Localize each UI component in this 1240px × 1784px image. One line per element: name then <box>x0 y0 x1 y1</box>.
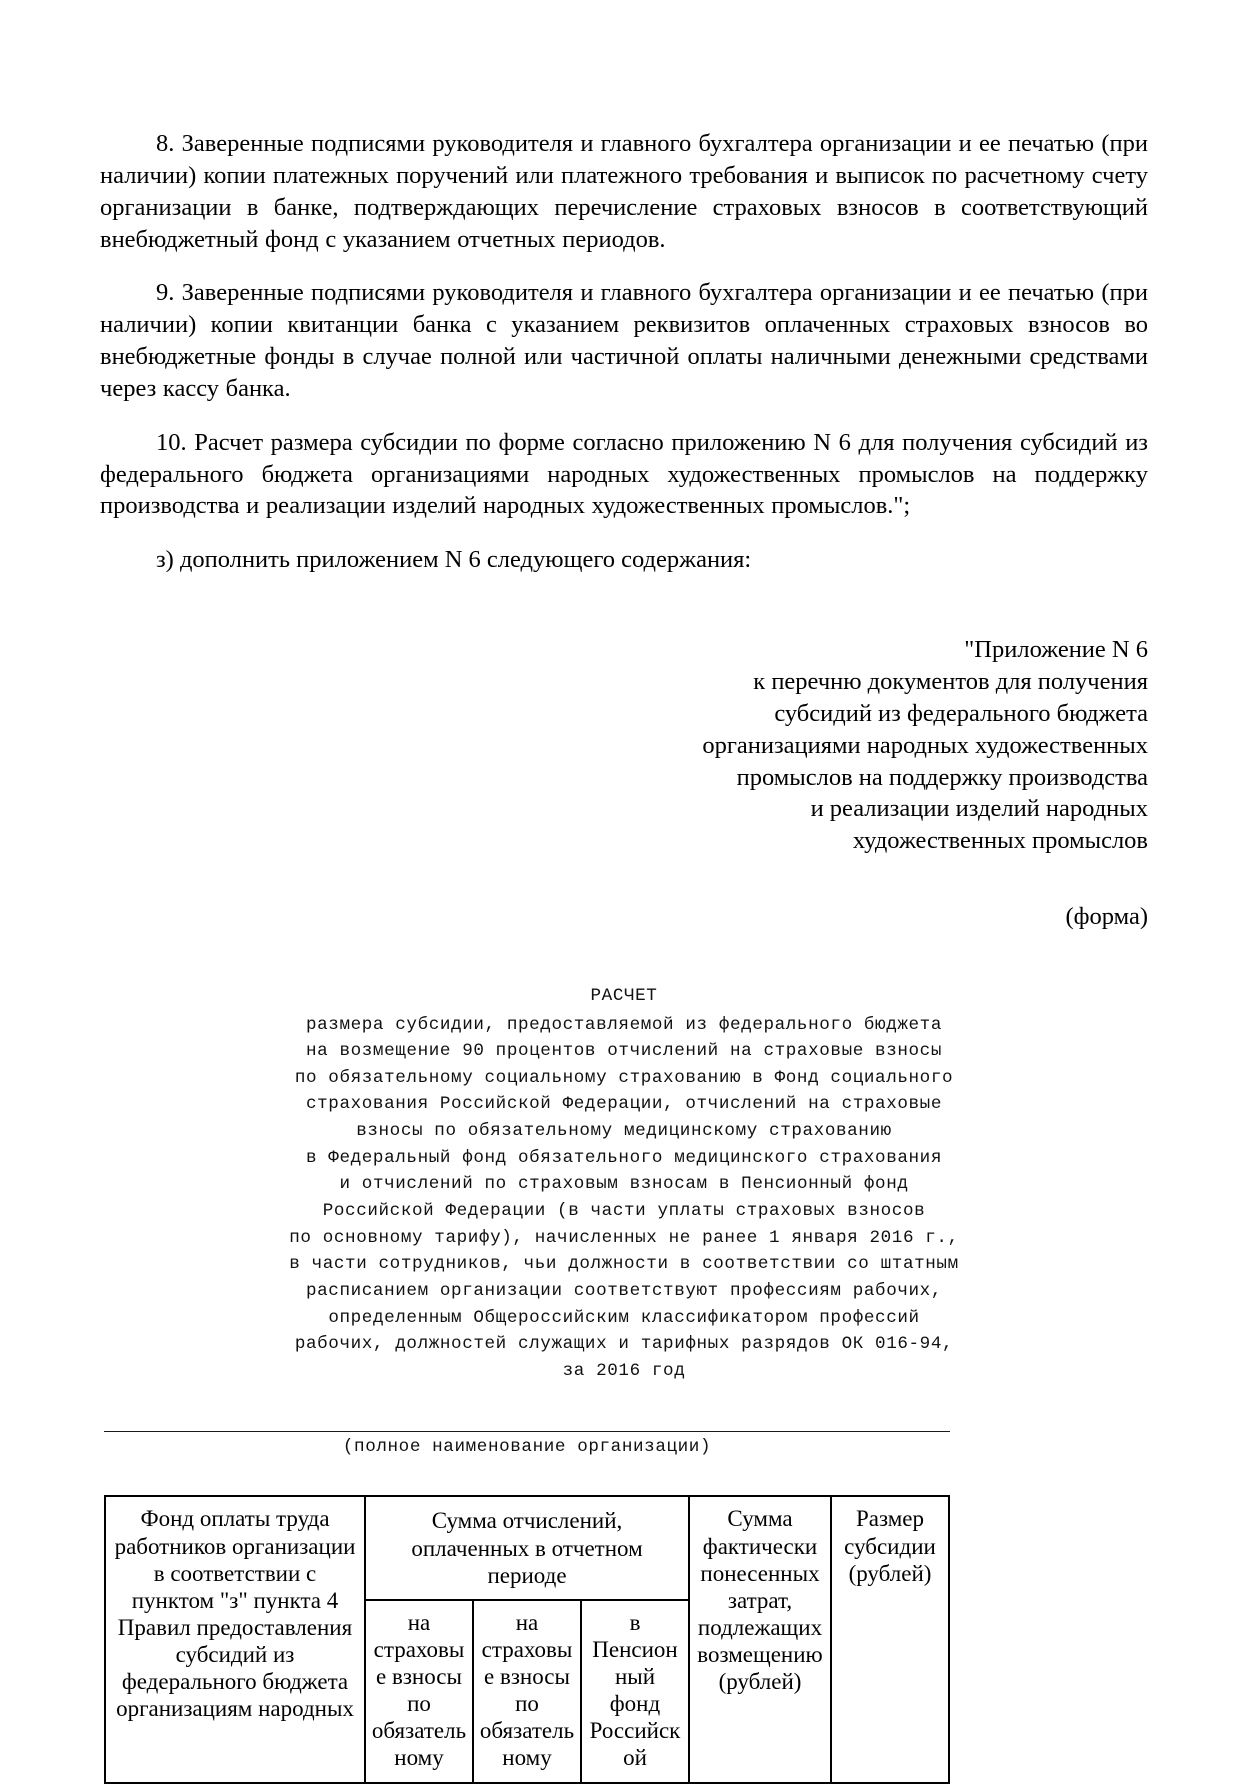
document-content <box>100 128 1148 1784</box>
calculation-line-1: размера субсидии, предоставляемой из федерального бюджета <box>305 1014 942 1035</box>
calculation-line-14: за 2016 год <box>562 1360 686 1381</box>
table-header-deductions-group: Сумма отчислений, оплаченных в отчетном периоде <box>365 1496 689 1599</box>
appendix-line-5: промыслов на поддержку производства <box>736 763 1148 791</box>
paragraph-item-z: з) дополнить приложением N 6 следующего содержания: <box>156 546 752 574</box>
appendix-line-1: "Приложение N 6 <box>964 636 1148 664</box>
calculation-line-4: страхования Российской Федерации, отчислений на страховые <box>305 1094 942 1115</box>
calculation-line-5: взносы по обязательному медицинскому страхованию <box>356 1121 892 1142</box>
calculation-line-6: в Федеральный фонд обязательного медицинского страхования <box>305 1147 942 1168</box>
table-header-actual-costs: Сумма фактически понесенных затрат, подлежащих возмещению (рублей) <box>689 1496 831 1782</box>
appendix-line-6: и реализации изделий народных <box>810 795 1148 823</box>
form-note: (форма) <box>1065 903 1148 931</box>
table-header-subsidy-amount: Размер субсидии (рублей) <box>831 1496 949 1782</box>
table-header-social-insurance: на страховые взносы по обязательному <box>365 1600 473 1783</box>
calculation-title-block <box>100 983 1148 1385</box>
appendix-line-2: к перечню документов для получения <box>753 667 1148 695</box>
appendix-line-3: субсидий из федерального бюджета <box>774 699 1148 727</box>
paragraph-item-8: 8. Заверенные подписями руководителя и главного бухгалтера организации и ее печатью (при наличии) копии платежных поручений или платежного требования и выписок по расчетному счету организации в банке, подтверждающих перечисление страховых взносов в соответствующий внебюджетный фонд с указанием отчетных периодов. <box>100 130 1148 253</box>
calculation-line-8: Российской Федерации (в части уплаты страховых взносов <box>322 1201 926 1221</box>
calculation-line-3: по обязательному социальному страхованию в Фонд социального <box>294 1067 954 1088</box>
calculation-line-13: рабочих, должностей служащих и тарифных разрядов ОК 016-94, <box>294 1334 954 1355</box>
table-header-medical-insurance: на страховые взносы по обязательному <box>473 1600 581 1783</box>
calculation-line-11: расписанием организации соответствуют профессиям рабочих, <box>305 1280 942 1301</box>
subsidy-calculation-table <box>104 1495 950 1783</box>
appendix-line-4: организациями народных художественных <box>702 731 1148 759</box>
organization-name-underline[interactable] <box>104 1430 950 1432</box>
paragraph-item-10: 10. Расчет размера субсидии по форме согласно приложению N 6 для получения субсидий из федерального бюджета организациями народных художественных промыслов на поддержку производства и реализации изделий народных художественных промыслов."; <box>100 428 1148 520</box>
table-header-payroll-fund: Фонд оплаты труда работников организации в соответствии с пунктом "з" пункта 4 Правил предоставления субсидий из федерального бюджета организациям народных <box>105 1496 365 1782</box>
calculation-line-10: в части сотрудников, чьи должности в соответствии со штатным <box>289 1254 959 1275</box>
table-header-pension-fund: в Пенсионный фонд Российской <box>581 1600 689 1783</box>
calculation-line-7: и отчислений по страховым взносам в Пенсионный фонд <box>339 1174 909 1195</box>
organization-name-caption: (полное наименование организации) <box>342 1437 712 1458</box>
table-header-row-1 <box>105 1496 949 1599</box>
organization-name-field[interactable] <box>100 1430 1148 1457</box>
calculation-line-9: по основному тарифу), начисленных не ранее 1 января 2016 г., <box>289 1227 959 1248</box>
calculation-heading: РАСЧЕТ <box>590 985 658 1006</box>
paragraph-item-9: 9. Заверенные подписями руководителя и главного бухгалтера организации и ее печатью (при наличии) копии квитанции банка с указанием реквизитов оплаченных страховых взносов во внебюджетные фонды в случае полной или частичной оплаты наличными денежными средствами через кассу банка. <box>100 279 1148 402</box>
calculation-line-12: определенным Общероссийским классификатором профессий <box>328 1307 920 1328</box>
appendix-line-7: художественных промыслов <box>852 827 1148 855</box>
calculation-line-2: на возмещение 90 процентов отчислений на страховые взносы <box>305 1041 942 1062</box>
appendix-reference-block <box>100 634 1148 857</box>
